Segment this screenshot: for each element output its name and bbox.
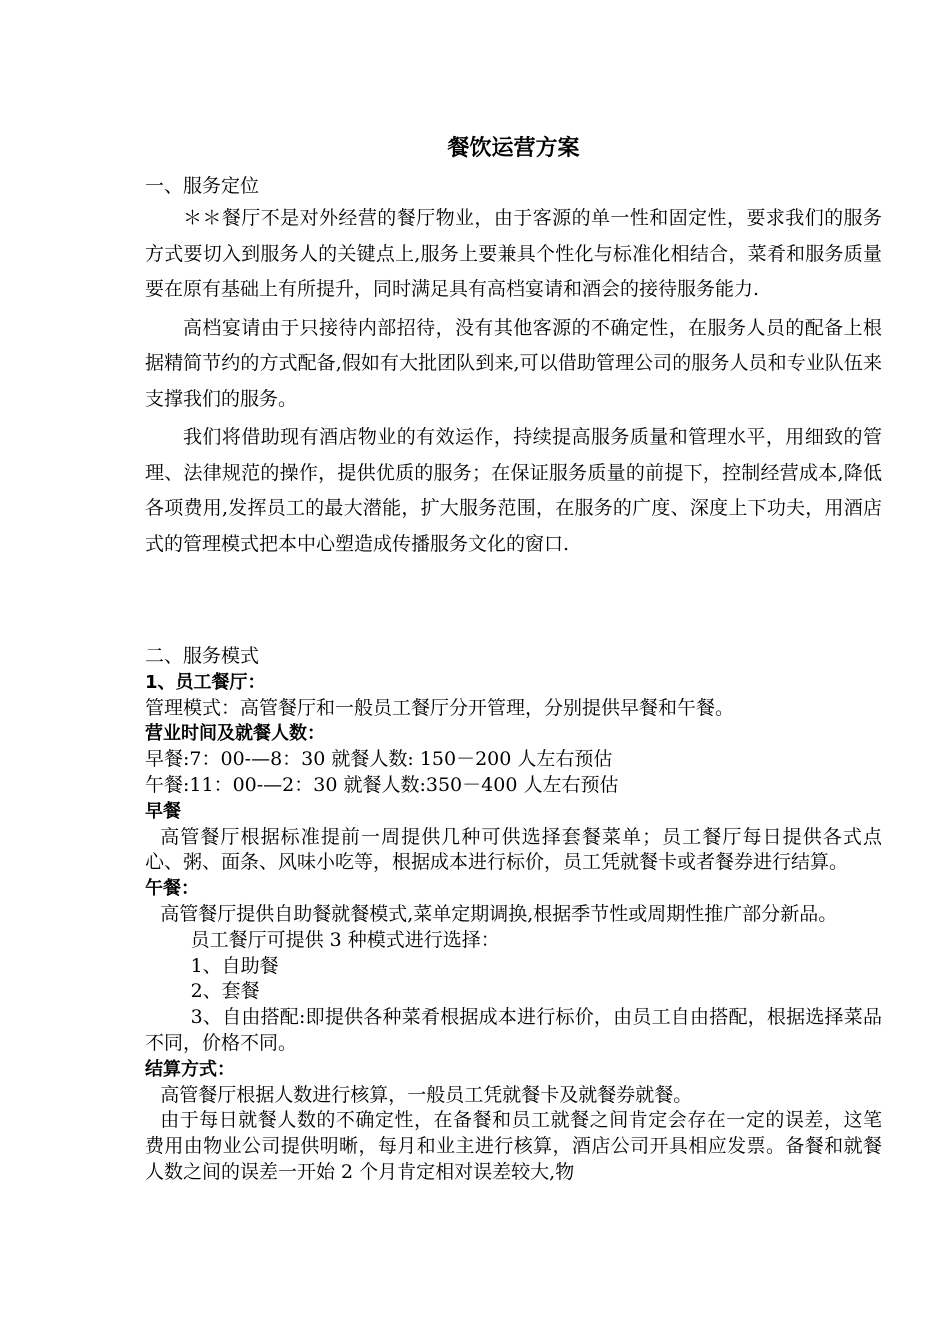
subsection-heading: 早餐	[145, 800, 181, 822]
document-title: 餐饮运营方案	[447, 136, 580, 161]
section-service-positioning	[145, 172, 882, 562]
paragraph: ＊＊餐厅不是对外经营的餐厅物业，由于客源的单一性和固定性，要求我们的服务方式要切入到服务人的关键点上,服务上要兼具个性化与标准化相结合，菜肴和服务质量要在原有基础上有所提升，同时满足具有高档宴请和酒会的接待服务能力.	[145, 207, 882, 300]
lunch-description: 高管餐厅提供自助餐就餐模式,菜单定期调换,根据季节性或周期性推广部分新品。	[160, 902, 838, 925]
management-mode-text: 管理模式：高管餐厅和一般员工餐厅分开管理，分别提供早餐和午餐。	[145, 696, 735, 719]
list-item: 3、自由搭配:即提供各种菜肴根据成本进行标价，由员工自由搭配，根据选择菜品不同，价格不同。	[145, 1006, 882, 1054]
paragraph: 高档宴请由于只接待内部招待，没有其他客源的不确定性，在服务人员的配备上根据精简节约的方式配备,假如有大批团队到来,可以借助管理公司的服务人员和专业队伍来支撑我们的服务。	[145, 316, 882, 410]
breakfast-time-text: 早餐:7：00-—8：30 就餐人数: 150－200 人左右预估	[145, 748, 613, 771]
section-heading: 二、服务模式	[145, 645, 260, 667]
lunch-time-text: 午餐:11：00-—2：30 就餐人数:350－400 人左右预估	[145, 773, 619, 796]
section-service-mode	[145, 644, 882, 1186]
list-item: 1、自助餐	[190, 954, 279, 977]
list-item: 2、套餐	[190, 980, 260, 1003]
subsection-heading: 营业时间及就餐人数：	[145, 723, 325, 745]
subsection-heading: 1、员工餐厅：	[145, 671, 266, 693]
paragraph: 我们将借助现有酒店物业的有效运作，持续提高服务质量和管理水平，用细致的管理、法律规范的操作，提供优质的服务；在保证服务质量的前提下，控制经营成本,降低各项费用,发挥员工的最大潜能，扩大服务范围，在服务的广度、深度上下功夫，用酒店式的管理模式把本中心塑造成传播服务文化的窗口.	[145, 426, 882, 555]
subsection-heading: 午餐：	[145, 878, 199, 900]
breakfast-description: 高管餐厅根据标准提前一周提供几种可供选择套餐菜单；员工餐厅每日提供各式点心、粥、面条、风味小吃等，根据成本进行标价，员工凭就餐卡或者餐券进行结算。	[145, 825, 882, 874]
section-heading: 一、服务定位	[145, 175, 260, 197]
subsection-heading: 结算方式：	[145, 1058, 235, 1080]
settlement-text: 高管餐厅根据人数进行核算，一般员工凭就餐卡及就餐券就餐。	[160, 1083, 693, 1106]
lunch-options-intro: 员工餐厅可提供 3 种模式进行选择：	[190, 928, 500, 951]
settlement-text: 由于每日就餐人数的不确定性，在备餐和员工就餐之间肯定会存在一定的误差，这笔费用由物业公司提供明晰，每月和业主进行核算，酒店公司开具相应发票。备餐和就餐人数之间的误差一开始 2 个月肯定相对误差较大,物	[145, 1109, 882, 1183]
